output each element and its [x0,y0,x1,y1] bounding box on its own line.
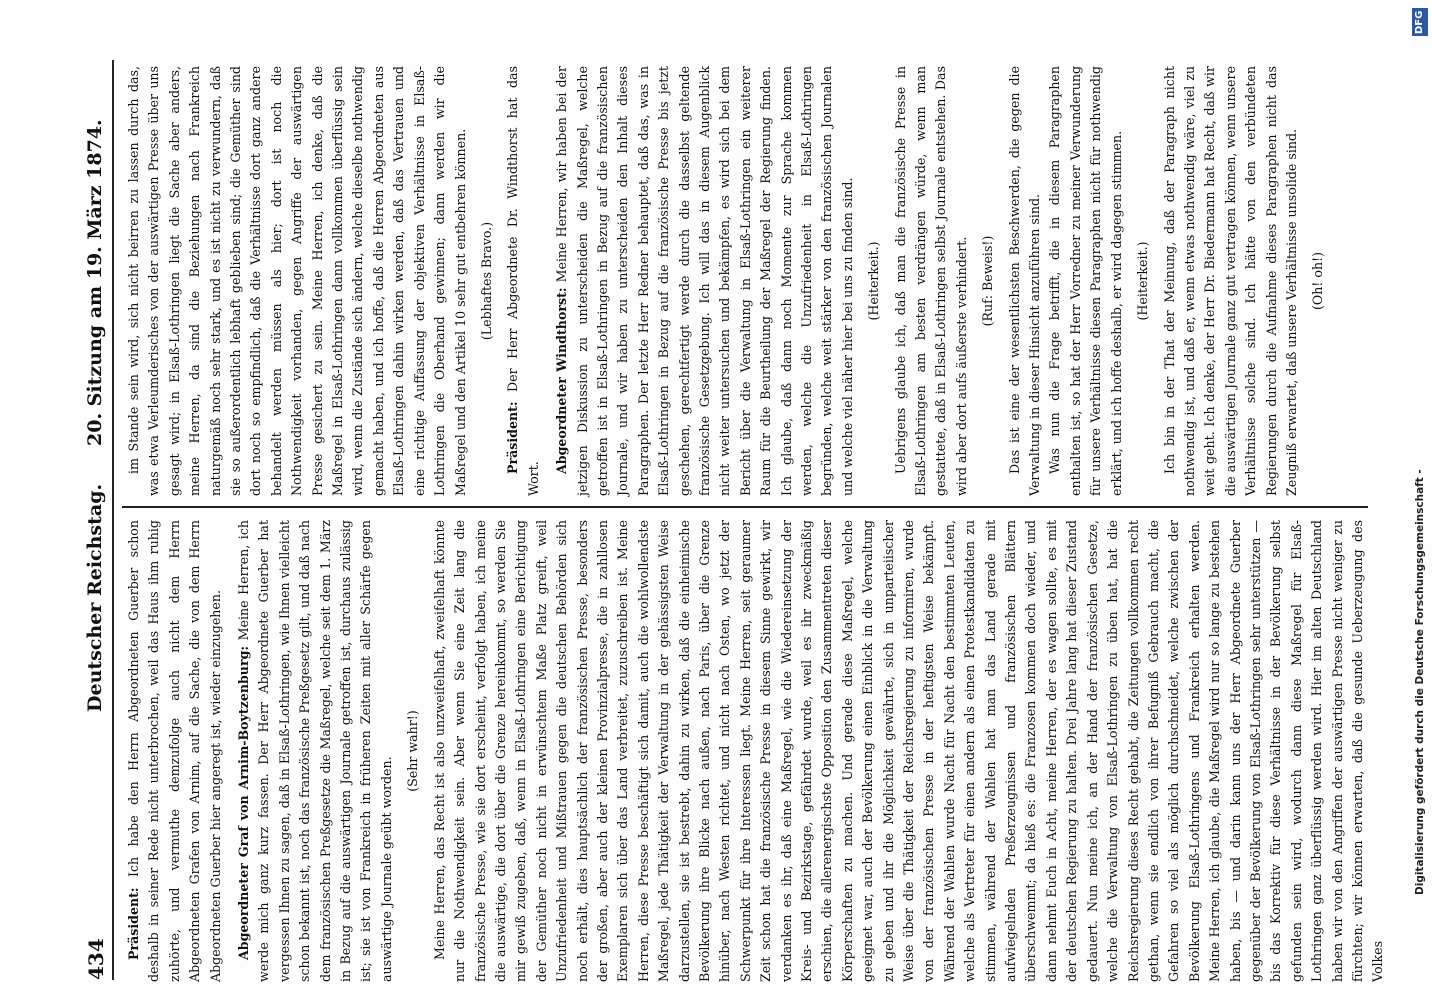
paragraph-text: Ich habe den Herrn Abgeordneten Guerber schon deshalb in seiner Rede nicht unterbrochen, weil das Haus ihm ruhig zuhörte, und vermuthe demzufolge auch nicht dem Herrn Abgeordneten Grafen von Arnim, auf die Sache, die von dem Herrn Abgeordneten Guerber hier angeregt ist, wieder einzugehen. [126,520,223,982]
paragraph-text: Der Herr Abgeordnete Dr. Windthorst hat das Wort. [505,66,541,496]
interjection: (Oh! oh!) [1310,251,1326,311]
paragraph: Meine Herren, das Recht ist also unzweifelhaft, zweifelhaft könnte nur die Nothwendigkeit sein. Aber wenn Sie eine Zeit lang die französische Presse, wie sie dort erscheint, verfolgt haben, ich meine die auswärtige, die dort über die Grenze hereinkommt, so werden Sie mir gewiß zugeben, daß, wenn in Elsaß-Lothringen eine Berichtigung der Gemüther noch nicht in erwünschtem Maße Platz greift, weil Unzufriedenheit und Mißtrauen gegen die deutschen Behörden sich noch erhält, dies hauptsächlich der französischen Presse, besonders der großen, aber auch der kleinen Provinzialpresse, die in zahllosen Exemplaren sich über das Land verbreitet, zuzuschreiben ist. Meine Herren, diese Presse beschäftigt sich damit, auch die wohlwollendste Maßregel, jede Thätigkeit der Verwaltung in der gehässigsten Weise darzustellen, sie ist bestrebt, dahin zu wirken, daß die einheimische Bevölkerung ihre Blicke nach außen, nach Paris, über die Grenze hinüber, nach Westen richtet, und nicht nach Osten, wo jetzt der Schwerpunkt für ihre Interessen liegt. Meine Herren, seit geraumer Zeit schon hat die französische Presse in diesem Sinne gewirkt, wir verdanken es ihr, daß eine Maßregel, wie die Wiedereinsetzung der Kreis- und Bezirkstage, gefährdet wurde, weil es ihr zweckmäßig erschien, die allerenergischste Opposition den Zusammentreten dieser Körperschaften zu machen. Und gerade diese Maßregel, welche geeignet war, auch der Bevölkerung einen Einblick in die Verwaltung zu geben und ihr die Möglichkeit gewährte, sich in unparteiischer Weise über die Thätigkeit der Reichsregierung zu informiren, wurde von der französischen Presse in der heftigsten Weise bekämpft. Während der Wahlen wurde Nacht für Nacht den bestimmten Leuten, welche als Vertreter für einen andern als einen Protestkandidaten zu stimmen, während der Wahlen hat man das Land gerade mit aufwiegelnden Preßerzeugnissen und französischen Blättern überschwemmt; da hieß es: die Franzosen kommen doch wieder, und dann nehmt Euch in Acht, meine Herren, der es wagen sollte, es mit der deutschen Regierung zu halten. Drei Jahre lang hat dieser Zustand gedauert. Nun meine ich, an der Hand der französischen Gesetze, welche die Verwaltung von Elsaß-Lothringen zu üben hat, hat die Reichsregierung dieses Recht gehabt, die Zeitungen vollkommen recht gethan, wenn sie endlich von ihrer Befugniß Gebrauch macht, die Gefahren so viel als möglich durchschneidet, welche zwischen der Bevölkerung Elsaß-Lothringens und Frankreich erhalten werden. Meine Herren, ich glaube, die Maßregel wird nur so lange zu bestehen haben, bis — und darin kann uns der Herr Abgeordnete Guerber gegenüber der Bevölkerung von Elsaß-Lothringen sehr unterstützen — bis das Korrektiv für diese Verhältnisse in der Bevölkerung selbst gefunden sein wird, wodurch dann diese Maßregel für Elsaß-Lothringen ganz überflüssig werden wird. Hier im alten Deutschland haben wir von den Angriffen der auswärtigen Presse nicht weniger zu fürchten; wir können erwarten, daß die gesunde Ueberzeugung des Volkes [431,520,1386,982]
header-rule [112,60,114,980]
paragraph-text: Meine Herren, wir haben bei der jetzigen Diskussion zu unterscheiden die Maßregel, welche getroffen ist in Elsaß-Lothringen in Bezug auf die französischen Journale, und wir haben zu unterscheiden den Inhalt dieses Paragraphen. Der letzte Herr Redner behauptet, daß das, was in Elsaß-Lothringen in Bezug auf die französische Presse bis jetzt geschehen, gerechtfertigt werde durch die dasselbst geltende französische Gesetzgebung. Ich will das in diesem Augenblick nicht weiter untersuchen und bekämpfen, es wird sich bei dem Bericht über die Verwaltung in Elsaß-Lothringen ein weiterer Raum für die Beurtheilung der Maßregel der Regierung finden. Ich glaube, daß dann noch Momente zur Sprache kommen werden, welche die Unzufriedenheit in Elsaß-Lothringen begründen, welche weit stärker von den französischen Journalen und welche viel näher hier bei uns zu finden sind. [554,66,855,496]
right-column [124,66,1335,496]
digitization-note: Digitalisierung gefördert durch die Deutsche Forschungsgemeinschaft - [1414,469,1426,895]
speaker-label: Abgeordneter Graf von Arnim-Boytzenburg: [236,645,252,960]
dfg-logo [1412,8,1428,36]
paragraph [234,520,397,982]
interjection: (Ruf: Beweis!) [980,235,996,327]
publication-title: Deutscher Reichstag. [84,483,106,712]
paragraph: Das ist eine der wesentlichsten Beschwerden, die gegen die Verwaltung in dieser Hinsicht anzuführen sind. [1006,66,1043,496]
paragraph-text: Meine Herren, ich werde mich ganz kurz fassen. Der Herr Abgeordnete Guerber hat vergessen Ihnen zu sagen, daß in Elsaß-Lothringen, wie Ihnen vielleicht schon bekannt ist, noch das französische Preßgesetz gilt, und daß nach dem französischen Preßgesetze die Maßregel, welche seit dem 1. März in Bezug auf die auswärtigen Journale getroffen ist, durchaus zulässig ist; sie ist von Frankreich in früheren Zeiten mit aller Schärfe gegen auswärtige Journale geübt worden. [236,520,394,982]
speaker-label: Präsident: [505,401,521,474]
left-column [124,520,1389,982]
session-title: 20. Sitzung am 19. März 1874. [84,119,106,446]
paragraph [124,520,226,982]
paragraph: Ich bin in der That der Meinung, daß der Paragraph nicht nothwendig ist, und daß er, wenn etwas nothwendig wäre, viel zu weit geht. Ich denke, der Herr Dr. Biedermann hat Recht, daß wir die auswärtigen Journale ganz gut vertragen können, wenn unsere Verhältnisse solche sind. Ich hätte von den verbündeten Regierungen durch die Aufnahme dieses Paragraphen nicht das Zeugniß erwartet, daß unsere Verhältnisse unsolide sind. [1161,66,1299,496]
paragraph: Uebrigens glaube ich, daß man die französische Presse in Elsaß-Lothringen am besten verdrängen würde, wenn man gestattete, daß in Elsaß-Lothringen selbst Journale entstehen. Das wird aber dort aufs äußerste verhindert. [892,66,969,496]
page-number: 434 [84,938,108,980]
paragraph: Was nun die Frage betrifft, die in diesem Paragraphen enthalten ist, so hat der Herr Vorredner zu meiner Verwunderung für unsere Verhältnisse diesen Paragraphen nicht für nothwendig erklärt, und ich hoffe deshalb, er wird dagegen stimmen. [1047,66,1124,496]
paragraph: im Stande sein wird, sich nicht beirren zu lassen durch das, was etwa Verleumderisches von der auswärtigen Presse über uns gesagt wird; in Elsaß-Lothringen liegt die Sache aber anders, meine Herren, da sind die Beziehungen nach Frankreich naturgemäß noch sehr stark, und es ist nicht zu verwundern, daß sie so außerordentlich lebhaft geblieben sind; die Gemüther sind dort noch so empfindlich, daß die Verhältnisse dort ganz andere behandelt werden müssen als hier; dort ist noch die Nothwendigkeit vorhanden, gegen Angriffe der auswärtigen Presse gesichert zu sein. Meine Herren, ich denke, daß die Maßregel in Elsaß-Lothringen dann vollkommen überflüssig sein wird, wenn die Zustände sich ändern, welche dieselbe nothwendig gemacht haben, und ich hoffe, daß die Herren Abgeordneten aus Elsaß-Lothringen dahin wirken werden, daß das Vertrauen und eine richtige Auffassung der objektiven Verhältnisse in Elsaß-Lothringen die Oberhand gewinnen; dann werden wir die Maßregel und den Artikel 10 sehr gut entbehren können. [126,66,468,496]
speaker-label: Abgeordneter Windthorst: [554,287,570,474]
interjection: (Heiterkeit.) [866,241,882,321]
column-separator [122,506,1368,508]
speaker-label: Präsident: [126,887,141,960]
interjection: (Sehr wahr!) [405,710,421,792]
interjection: (Heiterkeit.) [1135,241,1151,321]
paragraph [503,66,544,496]
dfg-logo-text: DFG [1414,10,1425,34]
paragraph [552,66,858,496]
interjection: (Lebhaftes Bravo.) [478,221,494,341]
